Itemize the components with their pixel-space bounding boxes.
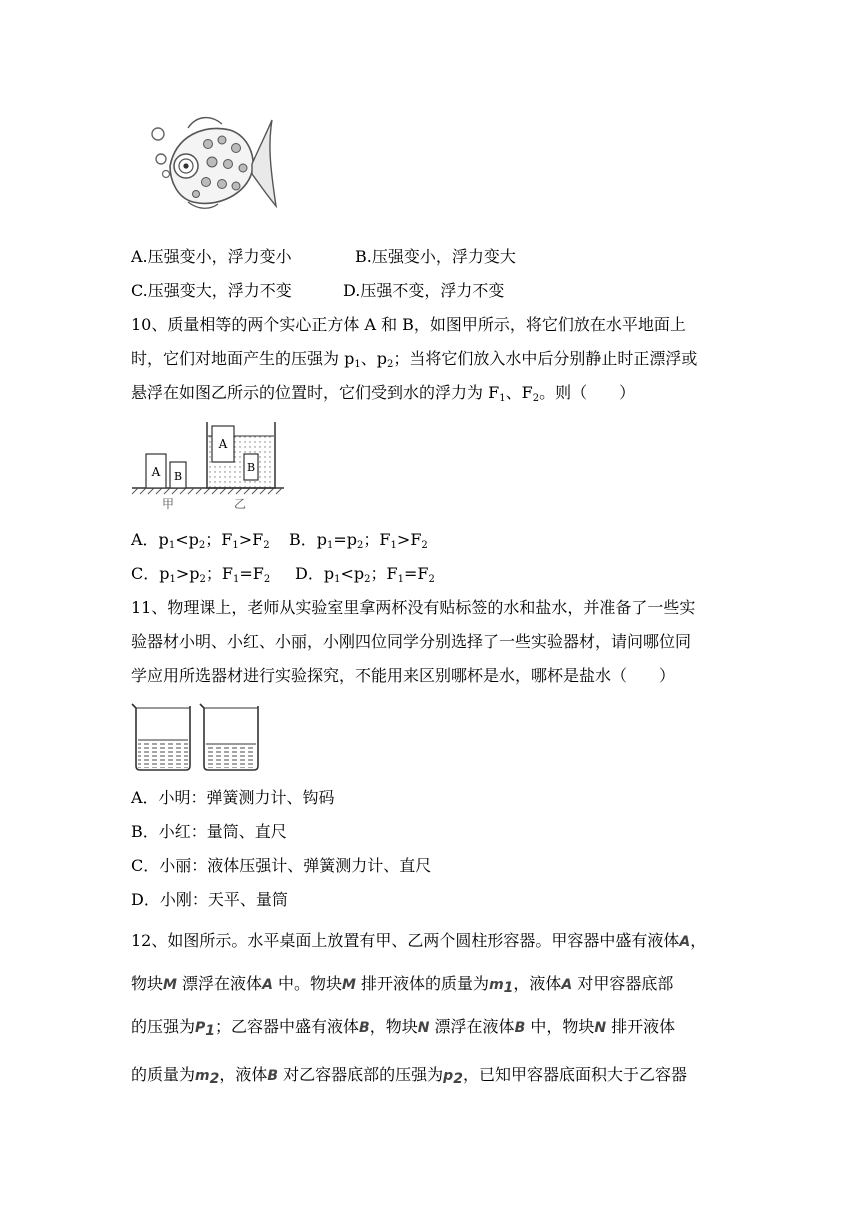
- q10-label-jia: 甲: [161, 497, 175, 511]
- q12-stem-line4: 的质量为$m_2$，液体B 对乙容器底部的压强为$p_2$，已知甲容器底面积大于乙容器: [131, 1065, 687, 1087]
- q10-block-b-water-label: B: [246, 461, 256, 474]
- q9-option-a: A.压强变小，浮力变小: [131, 247, 292, 266]
- q10-option-c: C．$p_1>p_2$；$F_1=F_2$: [131, 564, 271, 585]
- q10-block-a-water-label: A: [218, 437, 228, 451]
- q11-option-d: D．小刚：天平、量筒: [131, 890, 288, 909]
- q11-stem-line2: 验器材小明、小红、小丽，小刚四位同学分别选择了一些实验器材，请问哪位同: [131, 632, 692, 651]
- q9-option-b: B.压强变小，浮力变大: [355, 247, 516, 266]
- q10-figure: [128, 420, 288, 514]
- q10-option-a: A．$p_1<p_2$；$F_1>F_2$: [131, 530, 270, 551]
- q9-option-c: C.压强变大，浮力不变: [131, 281, 292, 300]
- beakers-figure: [128, 702, 278, 774]
- q12-stem-line2: 物块M 漂浮在液体A 中。物块M 排开液体的质量为$m_1$，液体A 对甲容器底部: [131, 974, 674, 996]
- q10-stem-line1: 10、质量相等的两个实心正方体 A 和 B，如图甲所示，将它们放在水平地面上: [131, 315, 686, 334]
- q11-stem-line3: 学应用所选器材进行实验探究，不能用来区别哪杯是水，哪杯是盐水（ ）: [131, 666, 676, 685]
- fish-figure: [148, 116, 278, 212]
- q11-option-a: A．小明：弹簧测力计、钩码: [131, 788, 335, 807]
- q10-stem-line3: 悬浮在如图乙所示的位置时，它们受到水的浮力为 $F_1$、$F_2$。则（ ）: [131, 383, 636, 404]
- q9-option-d: D.压强不变，浮力不变: [343, 281, 505, 300]
- q12-stem-line3: 的压强为$P_1$；乙容器中盛有液体B，物块N 漂浮在液体B 中，物块N 排开液体: [131, 1017, 676, 1039]
- q11-stem-line1: 11、物理课上，老师从实验室里拿两杯没有贴标签的水和盐水，并准备了一些实: [131, 598, 696, 617]
- q10-stem-line2: 时，它们对地面产生的压强为 $p_1$、$p_2$；当将它们放入水中后分别静止时正漂浮或: [131, 349, 698, 370]
- q10-option-b: B．$p_1=p_2$；$F_1>F_2$: [289, 530, 428, 551]
- q11-option-b: B．小红：量筒、直尺: [131, 822, 287, 841]
- q10-label-yi: 乙: [233, 497, 247, 511]
- q10-block-a-label: A: [151, 465, 161, 479]
- q10-option-d: D．$p_1<p_2$；$F_1=F_2$: [295, 564, 435, 585]
- q10-block-b-label: B: [173, 470, 183, 483]
- q12-stem-line1: 12、如图所示。水平桌面上放置有甲、乙两个圆柱形容器。甲容器中盛有液体A，: [131, 931, 707, 950]
- q11-option-c: C．小丽：液体压强计、弹簧测力计、直尺: [131, 856, 432, 875]
